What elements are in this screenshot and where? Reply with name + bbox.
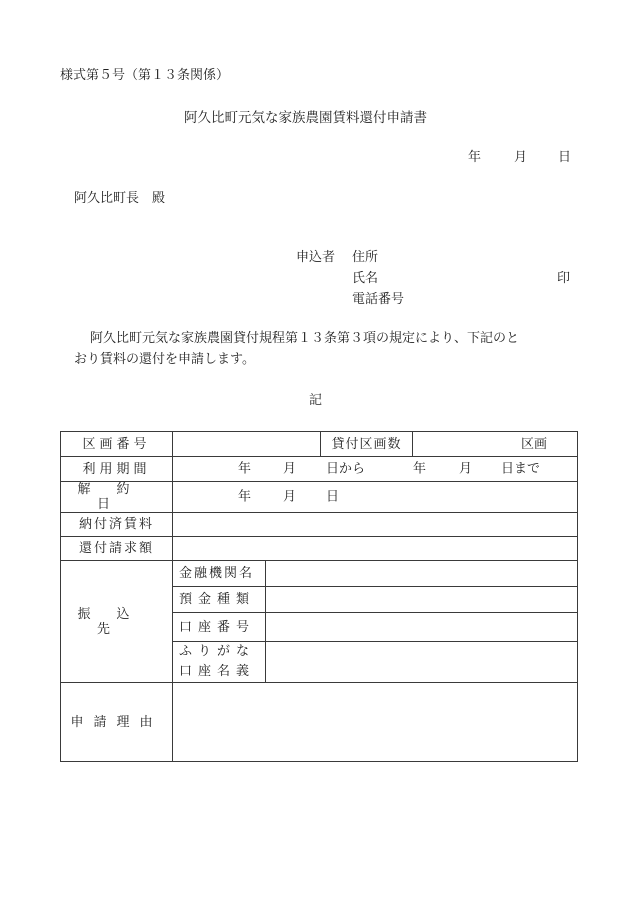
transfer-to-label: 振込先	[61, 561, 173, 683]
row-cancellation	[61, 482, 578, 513]
row-bank-name	[61, 561, 578, 587]
document-title: 阿久比町元気な家族農園賃料還付申請書	[184, 110, 427, 126]
usage-to-month: 月	[459, 461, 473, 477]
lease-count-field[interactable]	[413, 432, 578, 457]
applicant-address-label: 住所	[352, 250, 379, 265]
cancellation-label: 解約日	[61, 482, 173, 513]
reason-field[interactable]	[173, 683, 578, 762]
cancel-year: 年	[238, 489, 252, 505]
applicant-name-label: 氏名	[352, 271, 379, 286]
usage-from-day: 日から	[326, 461, 366, 477]
date-month-label: 月	[514, 150, 528, 165]
refund-amount-field[interactable]	[173, 537, 578, 561]
paid-fee-label: 納付済賃料	[61, 513, 173, 537]
account-number-field[interactable]	[266, 613, 578, 642]
usage-period-label: 利用期間	[61, 457, 173, 482]
refund-amount-label: 還付請求額	[61, 537, 173, 561]
form-number: 様式第５号（第１３条関係）	[60, 68, 230, 83]
row-plot-number	[61, 432, 578, 457]
usage-to-year: 年	[413, 461, 427, 477]
usage-from-year: 年	[238, 461, 252, 477]
row-paid-fee	[61, 513, 578, 537]
account-holder-label: 口座名義	[179, 664, 256, 679]
ki-mark: 記	[309, 393, 323, 408]
lease-count-unit: 区画	[520, 436, 547, 452]
row-usage-period	[61, 457, 578, 482]
account-holder-label-cell	[173, 642, 266, 683]
body-text-line1: 阿久比町元気な家族農園貸付規程第１３条第３項の規定により、下記のと	[90, 331, 520, 346]
applicant-label: 申込者	[296, 250, 336, 265]
row-reason	[61, 683, 578, 762]
application-table	[60, 431, 578, 762]
account-holder-field[interactable]	[266, 642, 578, 683]
cancellation-field[interactable]	[173, 482, 578, 513]
plot-number-field[interactable]	[173, 432, 321, 457]
lease-count-label: 貸付区画数	[321, 432, 413, 457]
row-refund-amount	[61, 537, 578, 561]
paid-fee-field[interactable]	[173, 513, 578, 537]
applicant-phone-label: 電話番号	[352, 292, 405, 307]
bank-name-label: 金融機関名	[173, 561, 266, 587]
reason-label: 申請理由	[61, 683, 173, 762]
addressee: 阿久比町長 殿	[74, 191, 166, 206]
usage-from-month: 月	[283, 461, 297, 477]
deposit-type-label: 預金種類	[173, 587, 266, 613]
account-number-label: 口座番号	[173, 613, 266, 642]
furigana-label: ふりがな	[179, 644, 256, 659]
cancel-month: 月	[283, 489, 297, 505]
date-year-label: 年	[468, 150, 482, 165]
seal-mark: 印	[557, 271, 571, 286]
usage-period-field[interactable]	[173, 457, 578, 482]
cancel-day: 日	[326, 489, 340, 505]
body-text-line2: おり賃料の還付を申請します。	[74, 352, 255, 367]
date-day-label: 日	[558, 150, 572, 165]
bank-name-field[interactable]	[266, 561, 578, 587]
usage-to-day: 日まで	[501, 461, 541, 477]
plot-number-label: 区画番号	[61, 432, 173, 457]
deposit-type-field[interactable]	[266, 587, 578, 613]
